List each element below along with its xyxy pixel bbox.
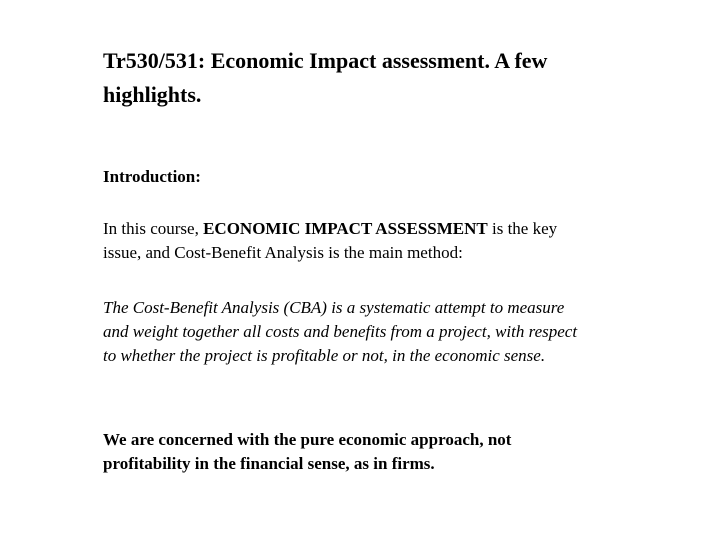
- intro-suffix: is the key issue, and Cost-Benefit Analysis is the main method:: [103, 219, 558, 262]
- intro-paragraph: [103, 217, 583, 265]
- intro-emphasis: ECONOMIC IMPACT ASSESSMENT: [203, 219, 488, 238]
- intro-prefix: In this course,: [103, 219, 204, 238]
- conclusion-paragraph: We are concerned with the pure economic approach, not profitability in the financial sense, as in firms.: [103, 430, 512, 473]
- cba-definition-paragraph: The Cost-Benefit Analysis (CBA) is a systematic attempt to measure and weight together all costs and benefits from a project, with respect to whether the project is profitable or not, in the economic sense.: [103, 298, 578, 365]
- document-page: [103, 44, 583, 473]
- document-title: Tr530/531: Economic Impact assessment. A few highlights.: [103, 48, 548, 107]
- section-heading-introduction: Introduction:: [103, 167, 201, 186]
